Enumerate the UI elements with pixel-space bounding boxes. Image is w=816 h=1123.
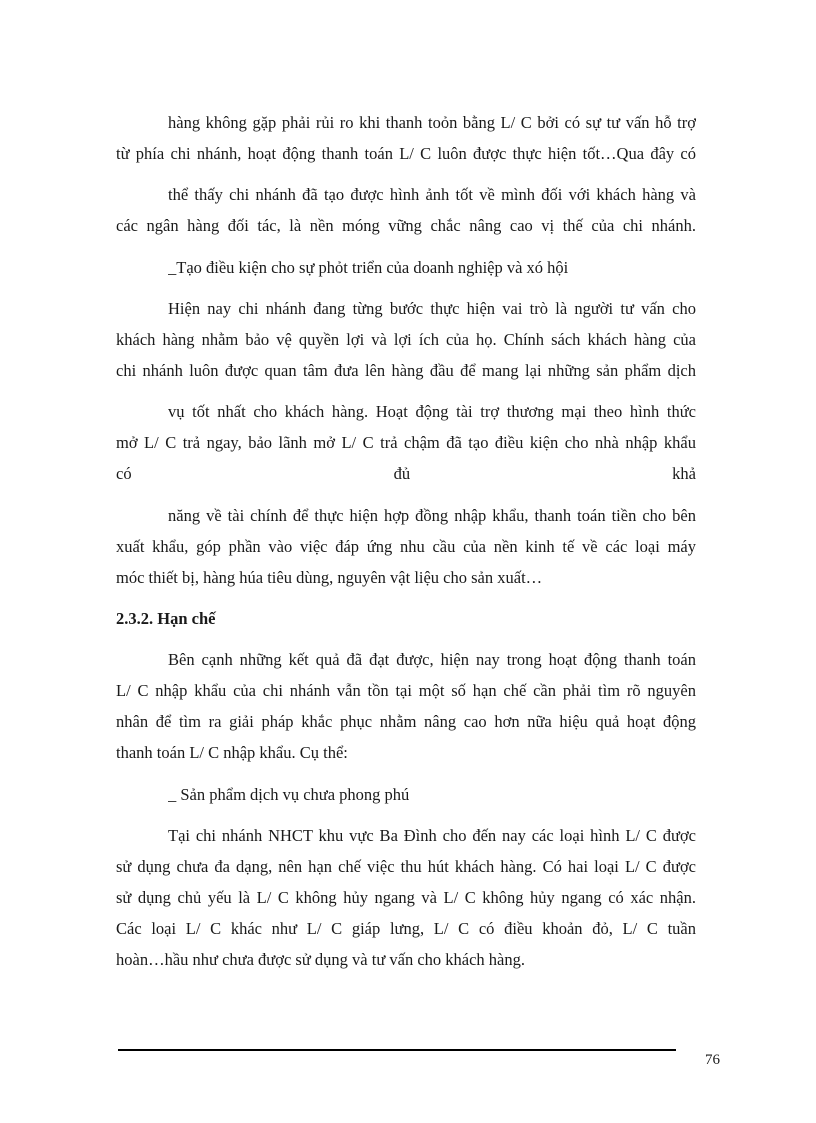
text-line: L/ C nhập khẩu của chi nhánh vẫn tồn tại một số hạn chế cần phải tìm rõ nguyên bbox=[116, 681, 696, 700]
text-line: khách hàng nhằm bảo vệ quyền lợi và lợi ích của họ. Chính sách khách hàng của bbox=[116, 330, 696, 349]
text-line: hoàn…hầu như chưa được sử dụng và tư vấn cho khách hàng. bbox=[116, 950, 526, 969]
page-number: 76 bbox=[705, 1052, 720, 1068]
text-line: hàng không gặp phải rủi ro khi thanh toỏn bằng L/ C bởi có sự tư vấn hỗ trợ bbox=[168, 113, 696, 132]
word: khả bbox=[672, 464, 696, 483]
text-line: năng về tài chính để thực hiện hợp đồng nhập khẩu, thanh toán tiền cho bên bbox=[168, 506, 696, 525]
text-line: nhân để tìm ra giải pháp khắc phục nhằm nâng cao hơn nữa hiệu quả hoạt động bbox=[116, 712, 696, 731]
text-line: thanh toán L/ C nhập khẩu. Cụ thể: bbox=[116, 743, 348, 762]
text-line: từ phía chi nhánh, hoạt động thanh toán L/ C luôn được thực hiện tốt…Qua đây có bbox=[116, 144, 696, 163]
text-line: mở L/ C trả ngay, bảo lãnh mở L/ C trả chậm đã tạo điều kiện cho nhà nhập khẩu bbox=[116, 433, 696, 452]
text-line: sử dụng chưa đa dạng, nên hạn chế việc thu hút khách hàng. Có hai loại L/ C được bbox=[116, 857, 696, 876]
text-line: xuất khẩu, góp phần vào việc đáp ứng nhu cầu của nền kinh tế về các loại máy bbox=[116, 537, 696, 556]
text-line: Bên cạnh những kết quả đã đạt được, hiện nay trong hoạt động thanh toán bbox=[168, 650, 696, 669]
text-line: _Tạo điều kiện cho sự phỏt triển của doanh nghiệp và xó hội bbox=[168, 258, 569, 277]
text-line: vụ tốt nhất cho khách hàng. Hoạt động tài trợ thương mại theo hình thức bbox=[168, 402, 696, 421]
text-line: Tại chi nhánh NHCT khu vực Ba Đình cho đến nay các loại hình L/ C được bbox=[168, 826, 696, 845]
text-line: Hiện nay chi nhánh đang từng bước thực hiện vai trò là người tư vấn cho bbox=[168, 299, 696, 318]
text-line: sử dụng chủ yếu là L/ C không hủy ngang và L/ C không hủy ngang có xác nhận. bbox=[116, 888, 696, 907]
footer-rule bbox=[118, 1049, 676, 1051]
text-line: chi nhánh luôn được quan tâm đưa lên hàng đầu để mang lại những sản phẩm dịch bbox=[116, 361, 696, 380]
section-heading: 2.3.2. Hạn chế bbox=[116, 609, 216, 628]
word: đủ bbox=[393, 464, 411, 483]
word: có bbox=[116, 464, 132, 483]
text-line: _ Sản phẩm dịch vụ chưa phong phú bbox=[168, 785, 410, 804]
text-line-spread bbox=[116, 462, 696, 486]
text-line: móc thiết bị, hàng húa tiêu dùng, nguyên vật liệu cho sản xuất… bbox=[116, 568, 543, 587]
text-line: các ngân hàng đối tác, là nền móng vững chắc nâng cao vị thế của chi nhánh. bbox=[116, 216, 696, 235]
text-line: thể thấy chi nhánh đã tạo được hình ảnh tốt về mình đối với khách hàng và bbox=[168, 185, 696, 204]
text-line: Các loại L/ C khác như L/ C giáp lưng, L/ C có điều khoản đỏ, L/ C tuần bbox=[116, 919, 696, 938]
